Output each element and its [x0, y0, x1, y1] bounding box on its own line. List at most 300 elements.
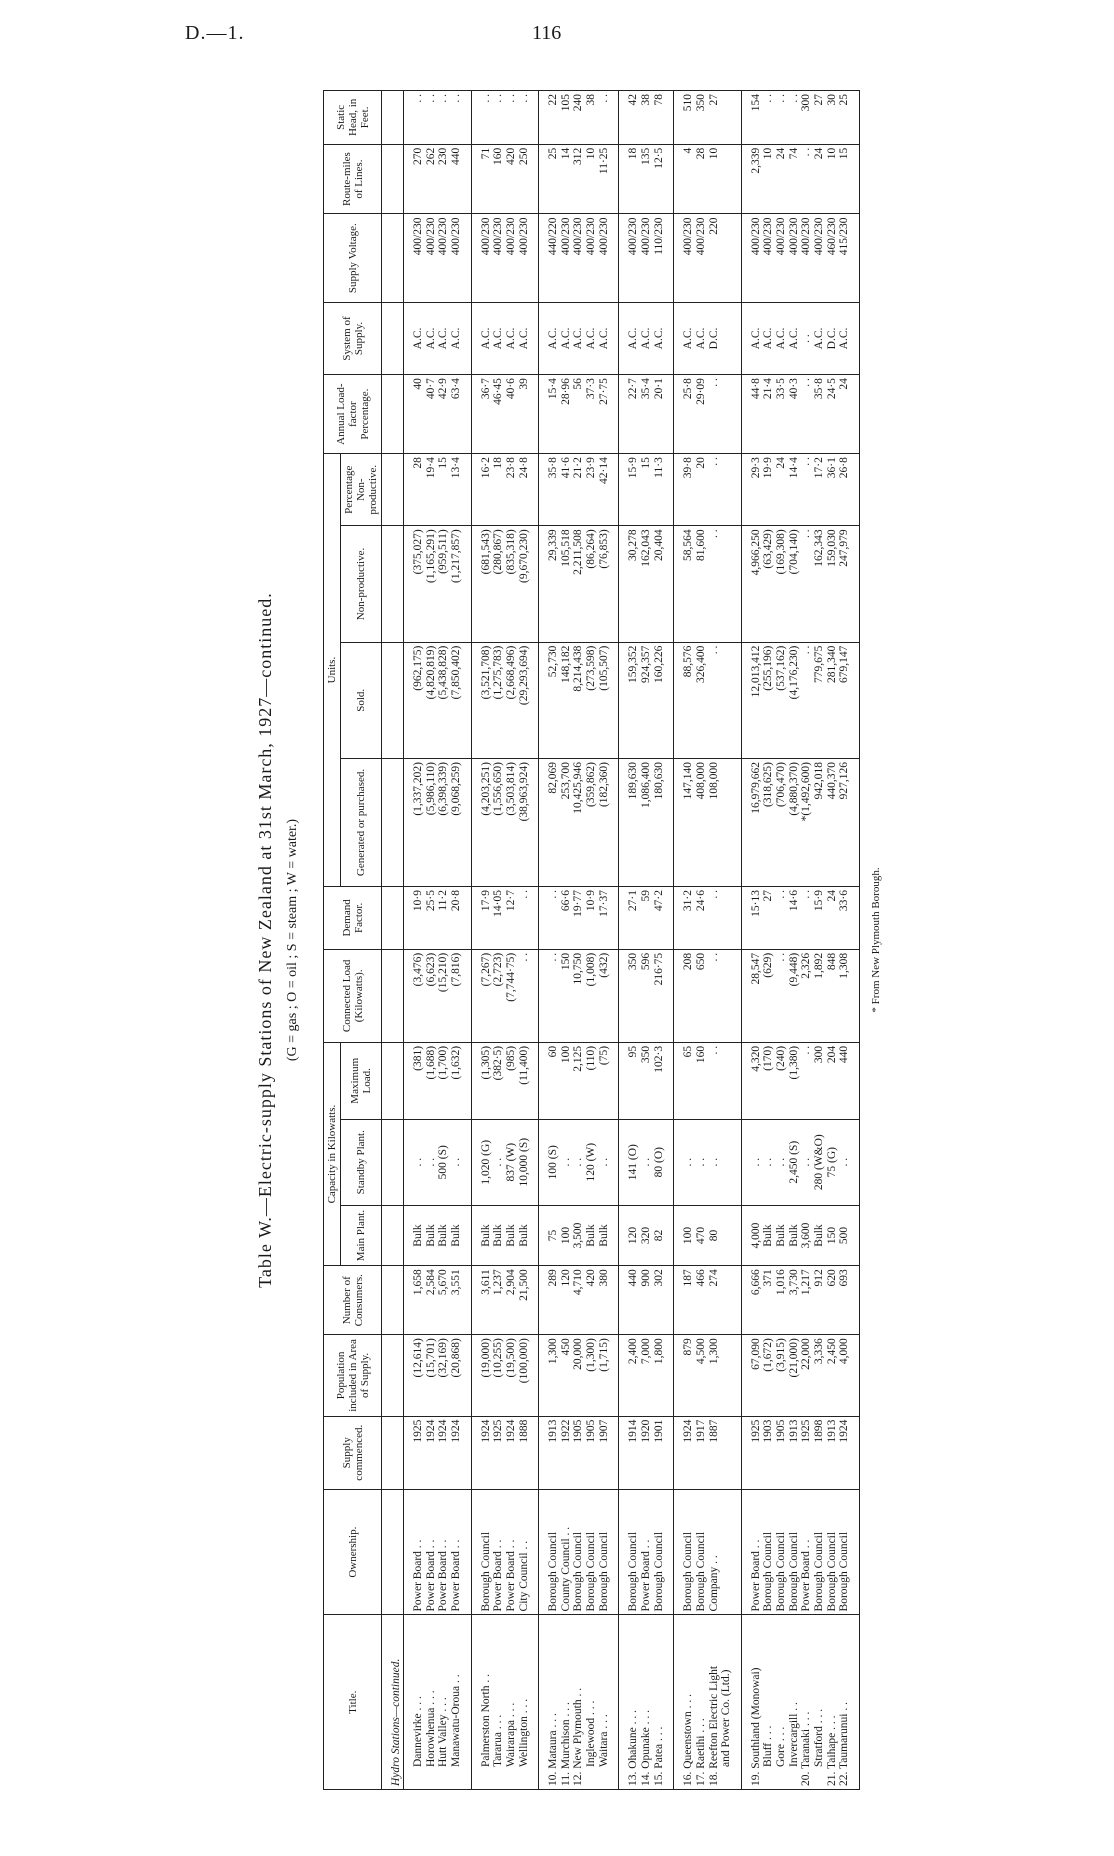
table-cell: . .	[492, 1119, 505, 1205]
table-cell: 350	[695, 91, 708, 145]
table-cell: 42·9	[437, 375, 450, 454]
table-cell: 1898	[813, 1416, 826, 1489]
table-cell: 400/230	[762, 214, 775, 302]
col-system: System of Supply.	[324, 302, 382, 374]
table-cell: (1,305)	[471, 1042, 492, 1119]
table-cell: (4,203,251)	[471, 759, 492, 887]
table-cell: 1920	[640, 1416, 653, 1489]
table-cell: . .	[800, 302, 813, 374]
table-row	[539, 91, 560, 1790]
table-cell: (63,429)	[762, 526, 775, 642]
table-row	[775, 91, 788, 1790]
table-cell	[382, 886, 404, 949]
table-cell: (15,210)	[437, 949, 450, 1042]
table-cell: 400/230	[741, 214, 762, 302]
table-cell: 1,020 (G)	[471, 1119, 492, 1205]
table-cell: 1,217	[800, 1266, 813, 1335]
table-cell: 159,030	[826, 526, 839, 642]
table-cell: 162,343	[813, 526, 826, 642]
table-cell: 500	[838, 1205, 859, 1266]
station-title-cell: Bluff . . .	[762, 1615, 775, 1790]
table-cell: 400/230	[598, 214, 619, 302]
table-cell: . .	[800, 1119, 813, 1205]
table-cell: (240)	[775, 1042, 788, 1119]
table-cell: 16,979,662	[741, 759, 762, 887]
station-title-cell: Dannevirke . . .	[404, 1615, 425, 1790]
table-cell: 28,547	[741, 949, 762, 1042]
table-cell	[720, 1489, 741, 1615]
table-cell: 1,308	[838, 949, 859, 1042]
table-cell	[382, 1489, 404, 1615]
table-cell: 2,400	[619, 1335, 640, 1416]
table-cell: Borough Council	[653, 1489, 674, 1615]
col-sold: Sold.	[341, 642, 382, 758]
table-cell: 1905	[775, 1416, 788, 1489]
table-cell: 25·5	[425, 886, 438, 949]
table-cell: 40·6	[505, 375, 518, 454]
table-cell: 187	[674, 1266, 695, 1335]
table-cell: 36·7	[471, 375, 492, 454]
table-cell: 779,675	[813, 642, 826, 758]
table-cell: Bulk	[762, 1205, 775, 1266]
col-generated: Generated or purchased.	[341, 759, 382, 887]
table-cell: 10	[585, 144, 598, 214]
table-cell: 14·4	[788, 454, 801, 526]
table-cell: 25	[838, 91, 859, 145]
table-cell: 924,357	[640, 642, 653, 758]
table-cell: 44·8	[741, 375, 762, 454]
table-cell: . .	[800, 1042, 813, 1119]
table-cell: 1924	[674, 1416, 695, 1489]
table-cell: Power Board . .	[505, 1489, 518, 1615]
table-cell: 466	[695, 1266, 708, 1335]
station-title-cell: Waitara . . .	[598, 1615, 619, 1790]
table-cell: . .	[800, 642, 813, 758]
table-cell: 1905	[572, 1416, 585, 1489]
table-cell: 2,450	[826, 1335, 839, 1416]
table-row	[572, 91, 585, 1790]
table-cell: 24·5	[826, 375, 839, 454]
station-title-cell: 11. Murchison . . .	[560, 1615, 573, 1790]
table-cell: 22·7	[619, 375, 640, 454]
table-cell: 30	[826, 91, 839, 145]
table-cell: 350	[619, 949, 640, 1042]
table-cell: Bulk	[813, 1205, 826, 1266]
table-cell: 20,404	[653, 526, 674, 642]
table-cell: A.C.	[539, 302, 560, 374]
table-cell: 3,551	[450, 1266, 471, 1335]
table-cell: 247,979	[838, 526, 859, 642]
table-cell: (32,169)	[437, 1335, 450, 1416]
table-cell: . .	[572, 1119, 585, 1205]
col-population: Population included in Area of Supply.	[324, 1335, 382, 1416]
table-cell: 1925	[741, 1416, 762, 1489]
table-cell: . .	[471, 91, 492, 145]
table-cell: (4,880,370)	[788, 759, 801, 887]
table-cell: Borough Council	[572, 1489, 585, 1615]
table-cell: 400/230	[492, 214, 505, 302]
table-cell: 60	[539, 1042, 560, 1119]
station-title-cell: Wellington . . .	[518, 1615, 539, 1790]
table-cell: 148,182	[560, 642, 573, 758]
table-cell: 927,126	[838, 759, 859, 887]
table-cell: Borough Council	[838, 1489, 859, 1615]
table-cell: 4	[674, 144, 695, 214]
station-title-cell: 15. Patea . . .	[653, 1615, 674, 1790]
table-cell: 1,892	[813, 949, 826, 1042]
table-cell: (15,701)	[425, 1335, 438, 1416]
table-cell	[382, 1416, 404, 1489]
table-cell: 400/230	[404, 214, 425, 302]
table-cell: 10	[826, 144, 839, 214]
table-cell: (629)	[762, 949, 775, 1042]
table-cell: (706,470)	[775, 759, 788, 887]
table-cell: 2,125	[572, 1042, 585, 1119]
table-cell: 150	[826, 1205, 839, 1266]
table-cell: 6,666	[741, 1266, 762, 1335]
table-cell: 289	[539, 1266, 560, 1335]
table-cell: 15·13	[741, 886, 762, 949]
table-cell: 10,750	[572, 949, 585, 1042]
table-cell: 11·3	[653, 454, 674, 526]
table-cell: 14·6	[788, 886, 801, 949]
table-cell: 31·2	[674, 886, 695, 949]
table-cell: 262	[425, 144, 438, 214]
table-cell	[382, 642, 404, 758]
table-cell: 371	[762, 1266, 775, 1335]
table-cell: . .	[425, 91, 438, 145]
table-cell: . .	[450, 91, 471, 145]
table-cell: D.C.	[708, 302, 721, 374]
table-cell: 250	[518, 144, 539, 214]
table-cell: 47·2	[653, 886, 674, 949]
table-cell: (10,255)	[492, 1335, 505, 1416]
table-row	[788, 91, 801, 1790]
page-number: 116	[532, 22, 562, 44]
table-cell: (169,308)	[775, 526, 788, 642]
table-cell: 150	[560, 949, 573, 1042]
table-cell: 400/230	[674, 214, 695, 302]
station-title-cell: Hutt Valley . . .	[437, 1615, 450, 1790]
table-cell: (20,868)	[450, 1335, 471, 1416]
table-cell: 10·9	[585, 886, 598, 949]
col-standby-plant: Standby Plant.	[341, 1119, 382, 1205]
table-cell: . .	[518, 91, 539, 145]
table-cell	[720, 454, 741, 526]
table-cell	[382, 759, 404, 887]
table-cell: Bulk	[450, 1205, 471, 1266]
table-cell: 12·5	[653, 144, 674, 214]
station-title-cell: Invercargill . .	[788, 1615, 801, 1790]
table-cell: A.C.	[653, 302, 674, 374]
table-cell: Power Board . .	[492, 1489, 505, 1615]
table-cell: (110)	[585, 1042, 598, 1119]
table-cell: Power Board . .	[425, 1489, 438, 1615]
table-cell: (1,688)	[425, 1042, 438, 1119]
table-cell: 380	[598, 1266, 619, 1335]
table-row	[585, 91, 598, 1790]
table-cell: 440	[619, 1266, 640, 1335]
table-cell: . .	[838, 1119, 859, 1205]
table-cell: 1888	[518, 1416, 539, 1489]
table-cell: 19·77	[572, 886, 585, 949]
table-cell: (19,000)	[471, 1335, 492, 1416]
table-row	[695, 91, 708, 1790]
table-cell: 1924	[505, 1416, 518, 1489]
table-cell: (100,000)	[518, 1335, 539, 1416]
table-cell: 27	[813, 91, 826, 145]
table-cell: 4,966,250	[741, 526, 762, 642]
table-cell	[382, 1266, 404, 1335]
table-cell: 5,670	[437, 1266, 450, 1335]
table-cell: 1,086,400	[640, 759, 653, 887]
table-cell: (1,275,783)	[492, 642, 505, 758]
table-cell: 1,658	[404, 1266, 425, 1335]
table-cell: 21,500	[518, 1266, 539, 1335]
table-cell: 95	[619, 1042, 640, 1119]
table-cell: . .	[505, 91, 518, 145]
table-cell: 450	[560, 1335, 573, 1416]
table-row	[653, 91, 674, 1790]
table-cell: 23·9	[585, 454, 598, 526]
table-cell: Borough Council	[775, 1489, 788, 1615]
table-cell: 15·9	[813, 886, 826, 949]
table-cell: 16·2	[471, 454, 492, 526]
table-cell: 80	[708, 1205, 721, 1266]
table-cell: (29,293,694)	[518, 642, 539, 758]
table-cell: (1,165,291)	[425, 526, 438, 642]
table-cell: 912	[813, 1266, 826, 1335]
table-cell: 15	[437, 454, 450, 526]
table-cell: 1,237	[492, 1266, 505, 1335]
table-cell: Borough Council	[695, 1489, 708, 1615]
table-cell	[382, 1205, 404, 1266]
table-cell: 20	[695, 454, 708, 526]
table-cell: 135	[640, 144, 653, 214]
table-cell: A.C.	[425, 302, 438, 374]
table-cell: . .	[560, 1119, 573, 1205]
table-cell: (105,507)	[598, 642, 619, 758]
table-cell: 58,564	[674, 526, 695, 642]
table-cell: Bulk	[404, 1205, 425, 1266]
table-cell	[382, 144, 404, 214]
table-cell: 108,000	[708, 759, 721, 887]
table-cell: Power Board . .	[450, 1489, 471, 1615]
station-title-cell: 22. Taumarunui . .	[838, 1615, 859, 1790]
table-cell: 18	[492, 454, 505, 526]
table-body	[382, 91, 860, 1790]
table-row	[800, 91, 813, 1790]
table-cell: 3,730	[788, 1266, 801, 1335]
table-cell: (3,503,814)	[505, 759, 518, 887]
table-row	[450, 91, 471, 1790]
table-cell: 400/230	[640, 214, 653, 302]
table-row	[741, 91, 762, 1790]
table-cell: (1,715)	[598, 1335, 619, 1416]
table-cell: 30,278	[619, 526, 640, 642]
table-cell: 208	[674, 949, 695, 1042]
table-cell: 56	[572, 375, 585, 454]
table-cell: A.C.	[560, 302, 573, 374]
table-cell: (9,068,259)	[450, 759, 471, 887]
table-cell: (375,027)	[404, 526, 425, 642]
table-cell: 10	[708, 144, 721, 214]
table-cell: 35·4	[640, 375, 653, 454]
table-cell: 942,018	[813, 759, 826, 887]
table-cell: 400/230	[775, 214, 788, 302]
table-cell: 81,600	[695, 526, 708, 642]
table-cell: . .	[404, 1119, 425, 1205]
table-cell: 2,584	[425, 1266, 438, 1335]
table-cell: 460/230	[826, 214, 839, 302]
table-cell: 1913	[788, 1416, 801, 1489]
footnote: * From New Plymouth Borough.	[870, 867, 882, 1013]
table-cell: 71	[471, 144, 492, 214]
table-cell: (359,862)	[585, 759, 598, 887]
table-cell	[382, 91, 404, 145]
table-cell: 15	[640, 454, 653, 526]
table-cell: Bulk	[598, 1205, 619, 1266]
table-cell: 13·4	[450, 454, 471, 526]
col-route-miles: Route-miles of Lines.	[324, 144, 382, 214]
table-cell: 400/230	[788, 214, 801, 302]
table-cell: A.C.	[619, 302, 640, 374]
table-cell: 66·6	[560, 886, 573, 949]
table-row	[826, 91, 839, 1790]
col-capacity: Capacity in Kilowatts.	[324, 1042, 341, 1265]
table-cell: (1,700)	[437, 1042, 450, 1119]
table-cell: 4,000	[838, 1335, 859, 1416]
table-cell: (3,521,708)	[471, 642, 492, 758]
table-cell: (182,360)	[598, 759, 619, 887]
table-cell	[720, 1205, 741, 1266]
table-row	[598, 91, 619, 1790]
col-pct-nonproductive: Percentage Non-productive.	[341, 454, 382, 526]
table-cell: (7,850,402)	[450, 642, 471, 758]
table-cell	[720, 949, 741, 1042]
table-cell	[382, 454, 404, 526]
table-cell: 679,147	[838, 642, 859, 758]
table-cell: 837 (W)	[505, 1119, 518, 1205]
table-cell: (1,300)	[585, 1335, 598, 1416]
table-cell: 100	[560, 1042, 573, 1119]
table-cell: 75 (G)	[826, 1119, 839, 1205]
table-cell: 24	[775, 144, 788, 214]
table-cell: 24	[826, 886, 839, 949]
table-cell: 38	[640, 91, 653, 145]
table-cell: 440	[450, 144, 471, 214]
table-cell: 400/230	[572, 214, 585, 302]
table-cell: 420	[585, 1266, 598, 1335]
table-cell: . .	[539, 949, 560, 1042]
table-cell: (86,264)	[585, 526, 598, 642]
table-cell: 63·4	[450, 375, 471, 454]
station-title-cell: 19. Southland (Monowai)	[741, 1615, 762, 1790]
table-cell: 15·4	[539, 375, 560, 454]
table-cell	[382, 1042, 404, 1119]
table-cell	[720, 302, 741, 374]
table-cell: (381)	[404, 1042, 425, 1119]
table-cell: (6,398,339)	[437, 759, 450, 887]
table-cell: . .	[492, 91, 505, 145]
table-cell: 415/230	[838, 214, 859, 302]
table-cell: (2,723)	[492, 949, 505, 1042]
table-cell: 281,340	[826, 642, 839, 758]
table-cell: 400/230	[813, 214, 826, 302]
table-cell: . .	[518, 886, 539, 949]
table-cell: 40	[404, 375, 425, 454]
table-cell: A.C.	[404, 302, 425, 374]
col-consumers: Number of Consumers.	[324, 1266, 382, 1335]
table-cell: 1924	[471, 1416, 492, 1489]
table-cell: 25·8	[674, 375, 695, 454]
table-cell: . .	[437, 91, 450, 145]
table-cell: County Council . .	[560, 1489, 573, 1615]
table-cell: Borough Council	[539, 1489, 560, 1615]
table-cell	[720, 214, 741, 302]
table-cell: 41·6	[560, 454, 573, 526]
table-cell: 17·2	[813, 454, 826, 526]
table-cell: . .	[539, 886, 560, 949]
table-cell: 3,611	[471, 1266, 492, 1335]
table-cell: 1907	[598, 1416, 619, 1489]
table-cell: A.C.	[450, 302, 471, 374]
table-cell	[382, 1119, 404, 1205]
table-cell: 1903	[762, 1416, 775, 1489]
col-main-plant: Main Plant.	[341, 1205, 382, 1266]
table-cell: . .	[708, 886, 721, 949]
table-cell: 120	[619, 1205, 640, 1266]
station-title-cell: 10. Mataura . . .	[539, 1615, 560, 1790]
table-cell: 29·3	[741, 454, 762, 526]
table-cell: 17·9	[471, 886, 492, 949]
table-cell: (835,318)	[505, 526, 518, 642]
table-cell: 154	[741, 91, 762, 145]
table-cell: (273,598)	[585, 642, 598, 758]
table-cell: 24·8	[518, 454, 539, 526]
table-cell: 160	[695, 1042, 708, 1119]
table-cell: 14	[560, 144, 573, 214]
table-cell: (1,672)	[762, 1335, 775, 1416]
table-cell: 1913	[539, 1416, 560, 1489]
table-cell: 1905	[585, 1416, 598, 1489]
table-cell: (3,476)	[404, 949, 425, 1042]
table-cell: (432)	[598, 949, 619, 1042]
table-row	[640, 91, 653, 1790]
table-cell: 17·37	[598, 886, 619, 949]
table-cell: (537,162)	[775, 642, 788, 758]
table-cell: 21·4	[762, 375, 775, 454]
table-cell: 28·96	[560, 375, 573, 454]
table-cell: 7,000	[640, 1335, 653, 1416]
col-nonproductive: Non-productive.	[341, 526, 382, 642]
table-cell: 8,214,438	[572, 642, 585, 758]
table-cell: (76,853)	[598, 526, 619, 642]
table-row	[471, 91, 492, 1790]
table-cell: 42·14	[598, 454, 619, 526]
table-cell	[382, 949, 404, 1042]
table-cell: . .	[598, 91, 619, 145]
table-cell: . .	[762, 1119, 775, 1205]
table-cell	[720, 144, 741, 214]
table-cell: (7,267)	[471, 949, 492, 1042]
table-cell: 20,000	[572, 1335, 585, 1416]
table-cell: . .	[708, 949, 721, 1042]
table-cell: 10·9	[404, 886, 425, 949]
table-cell: 67,090	[741, 1335, 762, 1416]
col-supply-commenced: Supply commenced.	[324, 1416, 382, 1489]
table-cell: (4,176,230)	[788, 642, 801, 758]
